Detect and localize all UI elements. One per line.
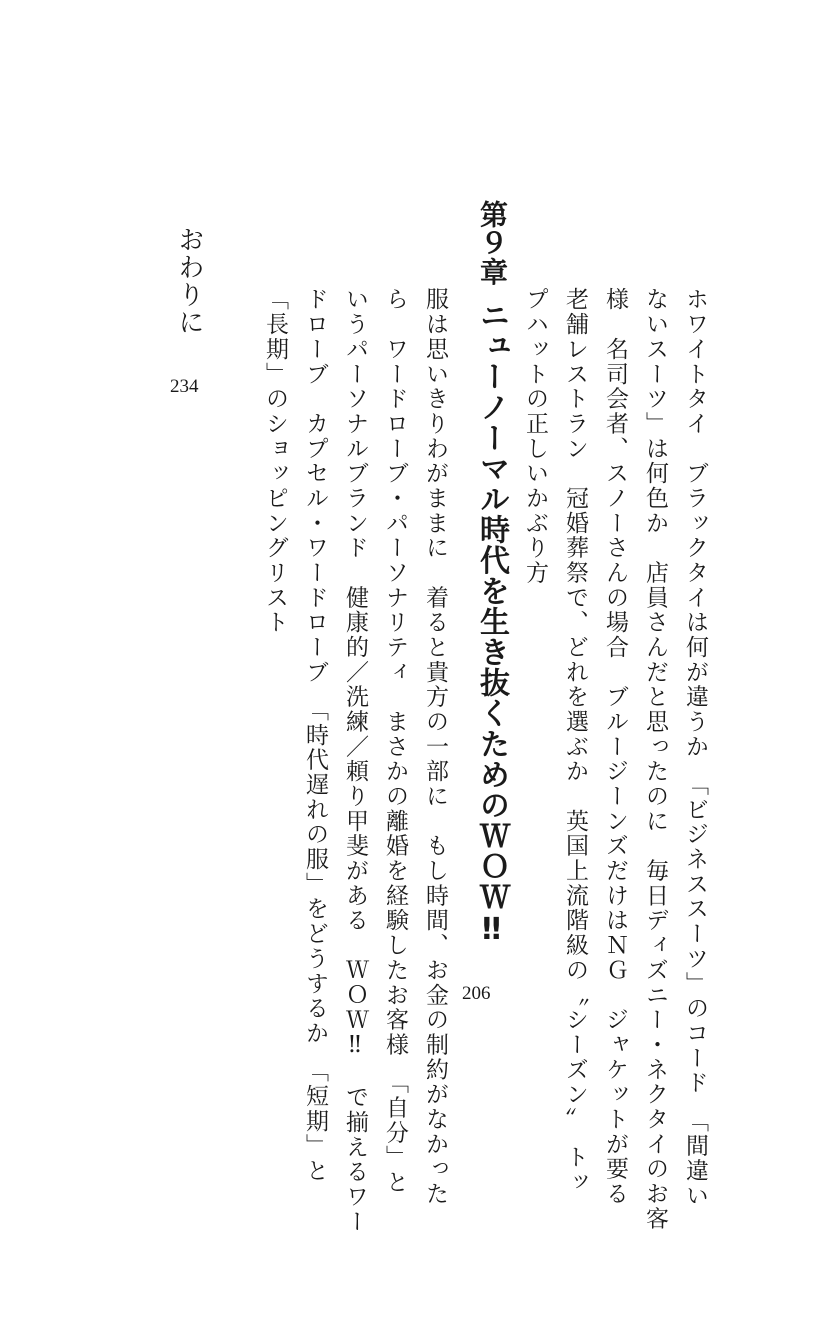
toc-entry-line: 様 名司会者、スノーさんの場合 ブルージーンズだけはＮＧ ジャケットが要る: [602, 287, 628, 1207]
toc-entry-line: ドローブ カプセル・ワードローブ 「時代遅れの服」をどうするか 「短期」と: [302, 287, 328, 1184]
toc-entry-line: 服は思いきりわがままに 着ると貴方の一部に もし時間、お金の制約がなかった: [422, 287, 448, 1207]
toc-entry-line: ないスーツ」は何色か 店員さんだと思ったのに 毎日ディズニー・ネクタイのお客: [642, 287, 668, 1231]
chapter-title: ニューノーマル時代を生き抜くためのＷＯＷ‼: [474, 300, 509, 948]
chapter-label: 第９章: [476, 200, 509, 286]
toc-entry-line: いうパーソナルブランド 健康的／洗練／頼り甲斐がある ＷＯＷ‼ で揃えるワー: [342, 287, 368, 1234]
chapter-page-number: 206: [462, 983, 491, 1004]
closing-title: おわりに: [174, 226, 204, 337]
toc-entry-line: プハットの正しいかぶり方: [522, 287, 548, 586]
closing-page-number: 234: [170, 376, 199, 397]
toc-entry-line: 「長期」のショッピングリスト: [262, 287, 288, 635]
toc-entry-line: 老舗レストラン 冠婚葬祭で、どれを選ぶか 英国上流階級の〝シーズン〟 トッ: [562, 287, 588, 1195]
toc-entry-line: ら ワードローブ・パーソナリティ まさかの離婚を経験したお客様 「自分」と: [382, 287, 408, 1195]
toc-entry-line: ホワイトタイ ブラックタイは何が違うか 「ビジネススーツ」のコード 「間違い: [682, 287, 708, 1208]
